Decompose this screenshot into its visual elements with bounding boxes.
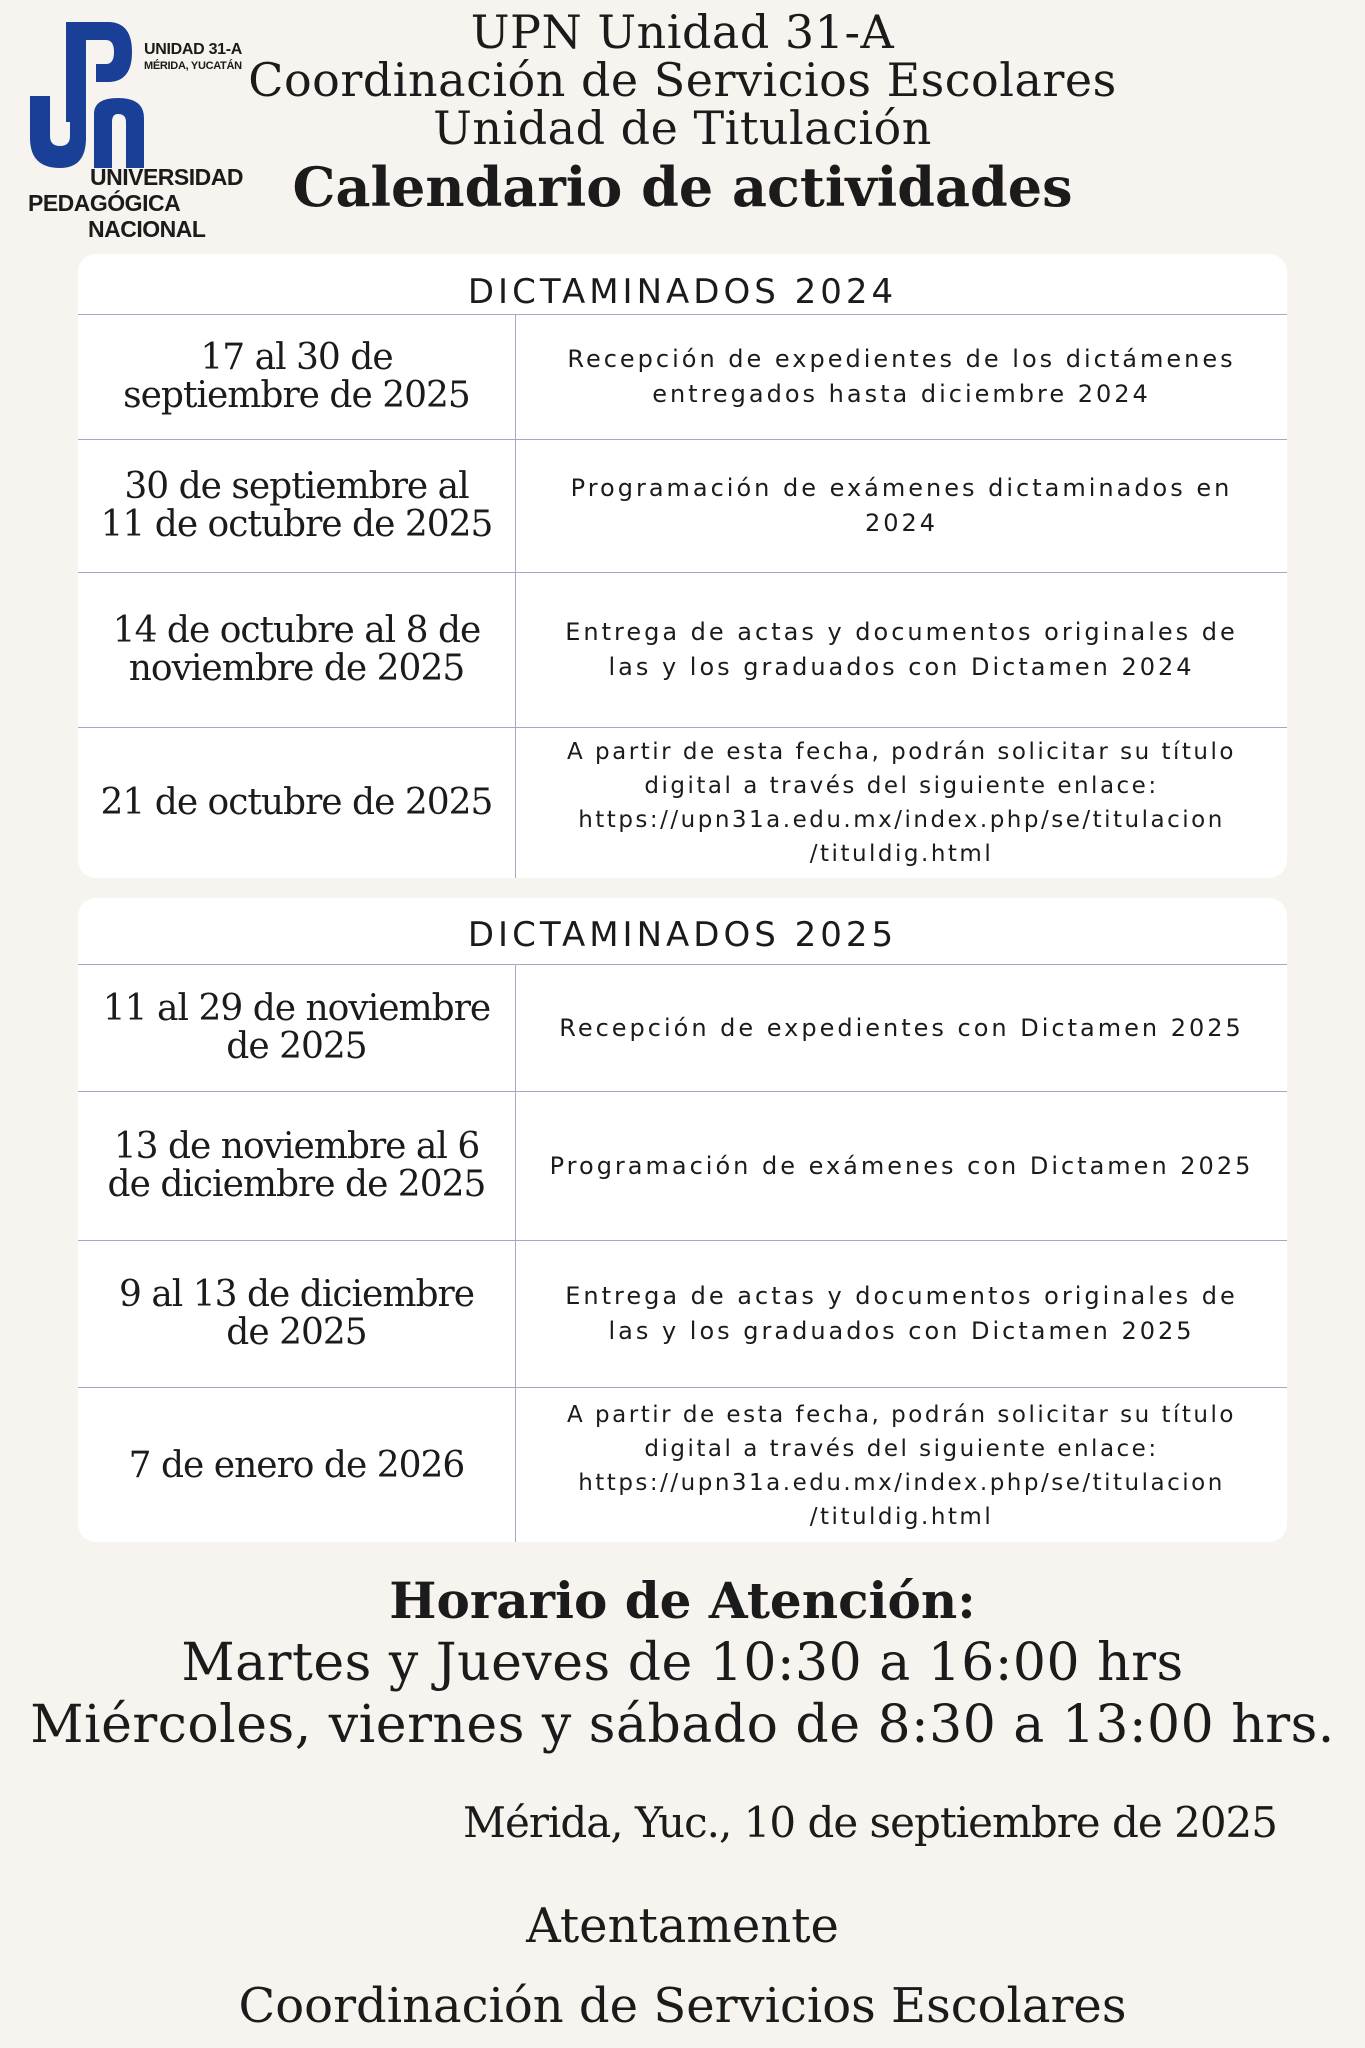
header-titulation: Unidad de Titulación — [433, 101, 932, 155]
row-date: 21 de octubre de 2025 — [78, 728, 516, 878]
row-description: Recepción de expedientes de los dictámenes entregados hasta diciembre 2024 — [567, 345, 1236, 408]
table-row — [78, 1092, 1287, 1241]
row-description-link[interactable]: A partir de esta fecha, podrán solicitar su título digital a través del siguiente enlace: https://upn31a.edu.mx/index.php/se/titulacion /tituldig.html — [567, 739, 1236, 867]
table-row — [78, 728, 1287, 878]
place-date: Mérida, Yuc., 10 de septiembre de 2025 — [462, 1798, 1277, 1847]
header-coordination: Coordinación de Servicios Escolares — [248, 53, 1117, 107]
upn-logo — [28, 18, 268, 242]
hours-title: Horario de Atención: — [389, 1571, 976, 1630]
logo-city-label: MÉRIDA, YUCATÁN — [144, 60, 242, 72]
page-header — [240, 5, 1125, 220]
row-description: Entrega de actas y documentos originales de las y los graduados con Dictamen 2024 — [565, 618, 1238, 681]
row-description-link[interactable]: A partir de esta fecha, podrán solicitar su título digital a través del siguiente enlace: https://upn31a.edu.mx/index.php/se/titulacion /tituldig.html — [567, 1402, 1236, 1530]
row-date: 13 de noviembre al 6 de diciembre de 2025 — [78, 1092, 516, 1240]
row-description: Entrega de actas y documentos originales de las y los graduados con Dictamen 2025 — [565, 1282, 1238, 1345]
hours-wed-fri-sat: Miércoles, viernes y sábado de 8:30 a 13:00 hrs. — [30, 1695, 1335, 1755]
row-date: 9 al 13 de diciembre de 2025 — [78, 1241, 516, 1387]
hours-tue-thu: Martes y Jueves de 10:30 a 16:00 hrs — [181, 1633, 1184, 1693]
row-description: Programación de exámenes dictaminados en 2024 — [570, 474, 1233, 537]
table-row — [78, 440, 1287, 573]
closing: Atentamente — [526, 1898, 839, 1954]
row-date: 7 de enero de 2026 — [78, 1388, 516, 1542]
table-heading: DICTAMINADOS 2025 — [78, 898, 1287, 965]
row-date: 30 de septiembre al 11 de octubre de 2025 — [78, 440, 516, 572]
logo-text-nacional: NACIONAL — [88, 216, 206, 242]
row-date: 11 al 29 de noviembre de 2025 — [78, 965, 516, 1091]
office-hours — [0, 1570, 1365, 1756]
header-unit: UPN Unidad 31-A — [470, 5, 895, 59]
table-dictaminados-2025 — [78, 898, 1287, 1542]
table-row — [78, 965, 1287, 1092]
table-heading: DICTAMINADOS 2024 — [78, 254, 1287, 315]
row-date: 14 de octubre al 8 de noviembre de 2025 — [78, 573, 516, 727]
logo-text-pedagogica: PEDAGÓGICA — [28, 190, 181, 216]
row-description: Recepción de expedientes con Dictamen 2025 — [559, 1013, 1244, 1042]
table-row — [78, 1241, 1287, 1388]
table-row — [78, 573, 1287, 728]
row-date: 17 al 30 de septiembre de 2025 — [78, 315, 516, 439]
signature: Coordinación de Servicios Escolares — [238, 1978, 1127, 2034]
logo-unit-label: UNIDAD 31-A — [144, 41, 243, 58]
page-title: Calendario de actividades — [292, 155, 1073, 219]
table-dictaminados-2024 — [78, 254, 1287, 878]
table-row — [78, 1388, 1287, 1542]
table-row — [78, 315, 1287, 440]
logo-text-universidad: UNIVERSIDAD — [90, 164, 243, 190]
row-description: Programación de exámenes con Dictamen 2025 — [549, 1151, 1254, 1180]
